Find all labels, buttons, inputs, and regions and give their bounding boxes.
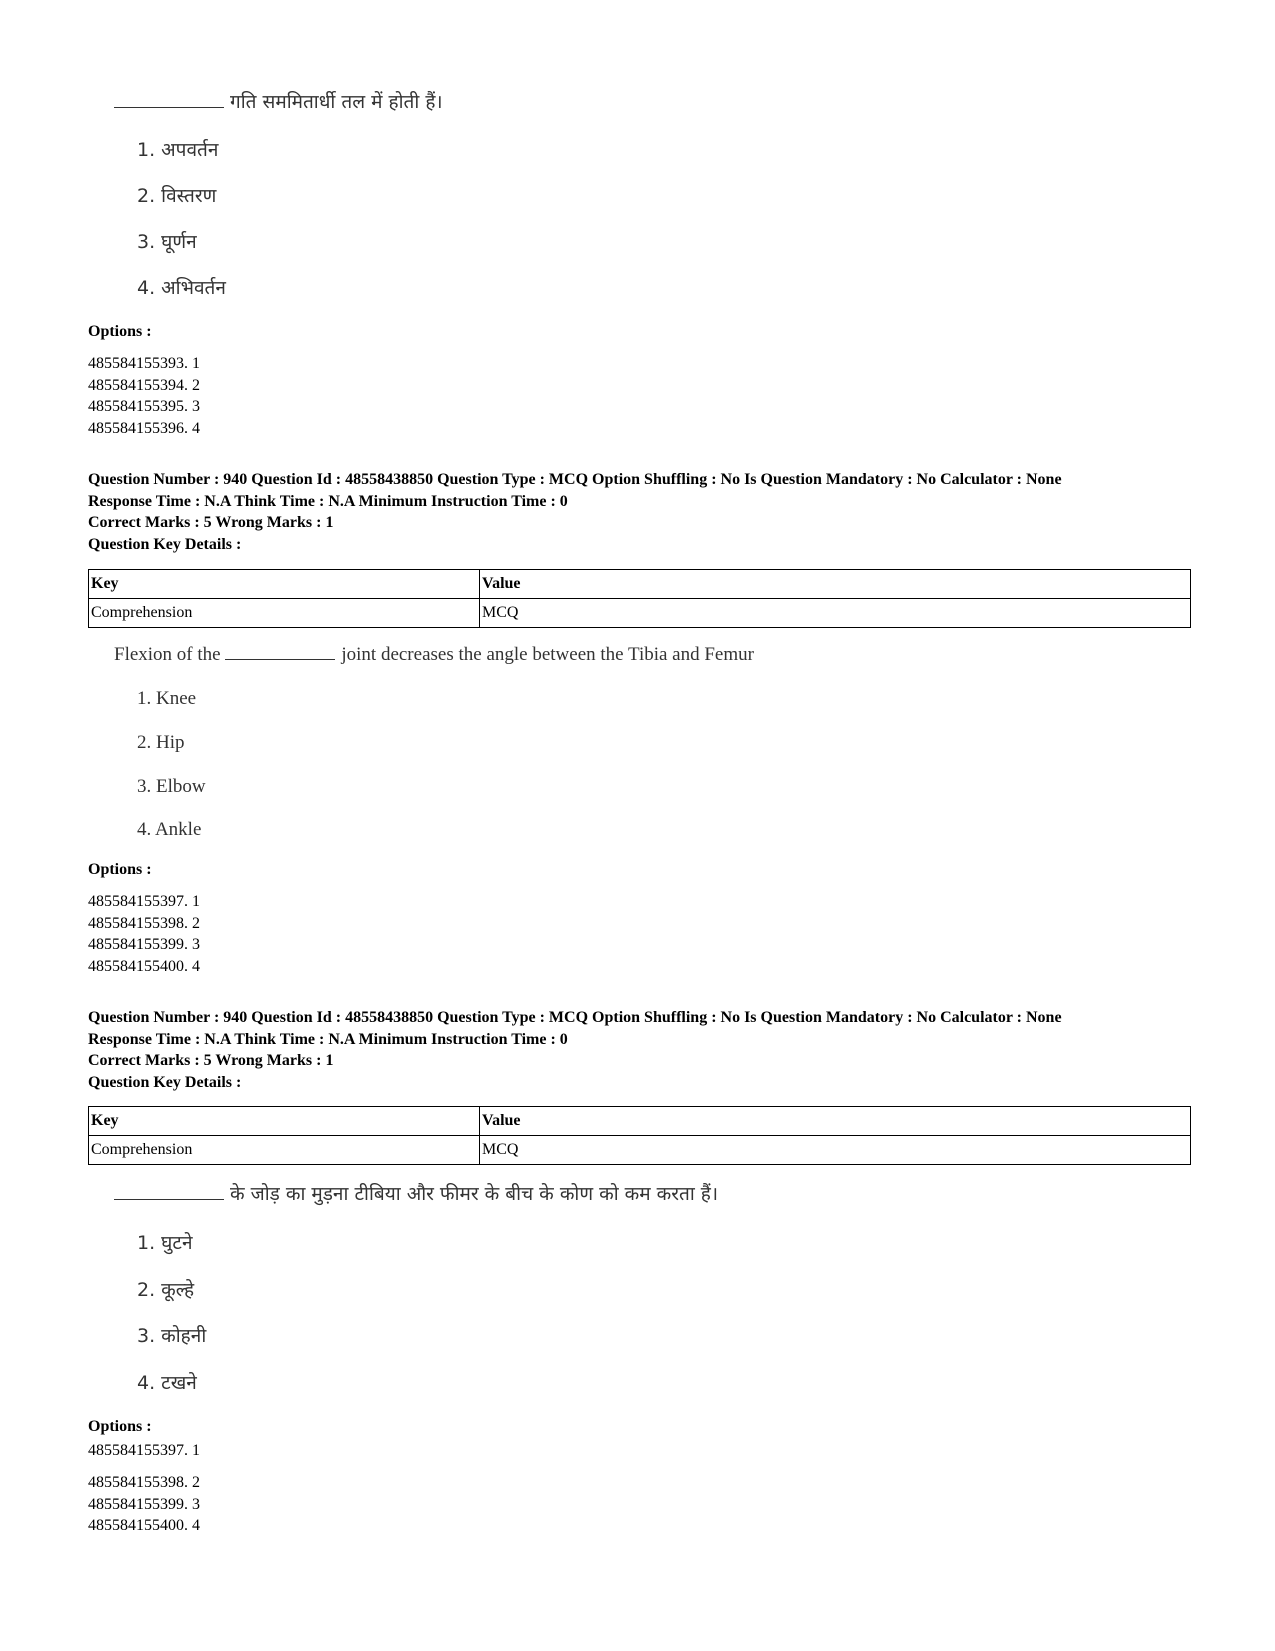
question-meta-line: Question Key Details : <box>88 535 242 553</box>
option-item: 485584155394. 2 <box>88 376 200 394</box>
table-cell-value: MCQ <box>480 1136 1191 1165</box>
question-meta-line: Question Number : 940 Question Id : 48558438850 Question Type : MCQ Option Shuffling : No Is Question Mandatory : No Calculator : None <box>88 471 1062 488</box>
option-item: 485584155397. 1 <box>88 1442 200 1459</box>
options-label: Options : <box>88 861 152 878</box>
option-item: 485584155397. 1 <box>88 893 200 910</box>
choice-2: 2. विस्तरण <box>137 185 217 207</box>
question-meta-line: Correct Marks : 5 Wrong Marks : 1 <box>88 1052 334 1069</box>
choice-3: 3. कोहनी <box>137 1325 207 1347</box>
choice-1: 1. घुटने <box>137 1232 193 1254</box>
options-label: Options : <box>88 1418 152 1435</box>
question-key-table <box>88 1106 1191 1165</box>
choice-1: 1. Knee <box>137 688 197 709</box>
answer-blank <box>225 659 335 660</box>
choice-2: 2. Hip <box>137 732 185 753</box>
table-header-value: Value <box>480 570 1191 599</box>
choice-1: 1. अपवर्तन <box>137 139 219 161</box>
question-meta <box>88 469 1062 555</box>
question-1-text: गति सममितार्धी तल में होती हैं। <box>114 88 443 114</box>
question-key-table <box>88 569 1191 628</box>
options-label: Options : <box>88 323 152 340</box>
option-item: 485584155400. 4 <box>88 1517 200 1534</box>
question-meta-line: Correct Marks : 5 Wrong Marks : 1 <box>88 514 334 531</box>
options-list <box>88 891 200 977</box>
table-row <box>89 599 1191 628</box>
question-meta-line: Response Time : N.A Think Time : N.A Minimum Instruction Time : 0 <box>88 1030 568 1048</box>
option-item: 485584155399. 3 <box>88 936 200 953</box>
table-cell-key: Comprehension <box>89 1136 480 1165</box>
option-item: 485584155396. 4 <box>88 419 200 437</box>
option-item: 485584155398. 2 <box>88 1474 200 1491</box>
choice-3: 3. घूर्णन <box>137 231 197 253</box>
table-header-value: Value <box>480 1107 1191 1136</box>
table-row <box>89 1136 1191 1165</box>
choice-2: 2. कूल्हे <box>137 1279 195 1301</box>
table-cell-value: MCQ <box>480 599 1191 628</box>
options-list <box>88 353 200 439</box>
choice-4: 4. Ankle <box>137 819 202 840</box>
choice-3: 3. Elbow <box>137 776 206 797</box>
question-meta-line: Question Number : 940 Question Id : 48558438850 Question Type : MCQ Option Shuffling : No Is Question Mandatory : No Calculator : None <box>88 1009 1062 1026</box>
question-meta <box>88 1007 1062 1093</box>
option-item: 485584155400. 4 <box>88 957 200 975</box>
question-2-text: Flexion of the joint decreases the angle between the Tibia and Femur <box>114 644 754 665</box>
table-header-key: Key <box>89 1107 480 1136</box>
table-header-key: Key <box>89 570 480 599</box>
option-item: 485584155398. 2 <box>88 914 200 932</box>
choice-4: 4. अभिवर्तन <box>137 277 226 299</box>
option-item: 485584155395. 3 <box>88 398 200 415</box>
question-meta-line: Question Key Details : <box>88 1073 242 1091</box>
options-list <box>88 1472 200 1537</box>
answer-blank <box>114 1199 224 1200</box>
table-header-row <box>89 1107 1191 1136</box>
table-cell-key: Comprehension <box>89 599 480 628</box>
table-header-row <box>89 570 1191 599</box>
answer-blank <box>114 107 224 108</box>
option-item: 485584155393. 1 <box>88 355 200 372</box>
option-item: 485584155399. 3 <box>88 1495 200 1513</box>
question-meta-line: Response Time : N.A Think Time : N.A Minimum Instruction Time : 0 <box>88 492 568 510</box>
question-3-text: के जोड़ का मुड़ना टीबिया और फीमर के बीच के कोण को कम करता हैं। <box>114 1180 718 1206</box>
choice-4: 4. टखने <box>137 1372 197 1394</box>
